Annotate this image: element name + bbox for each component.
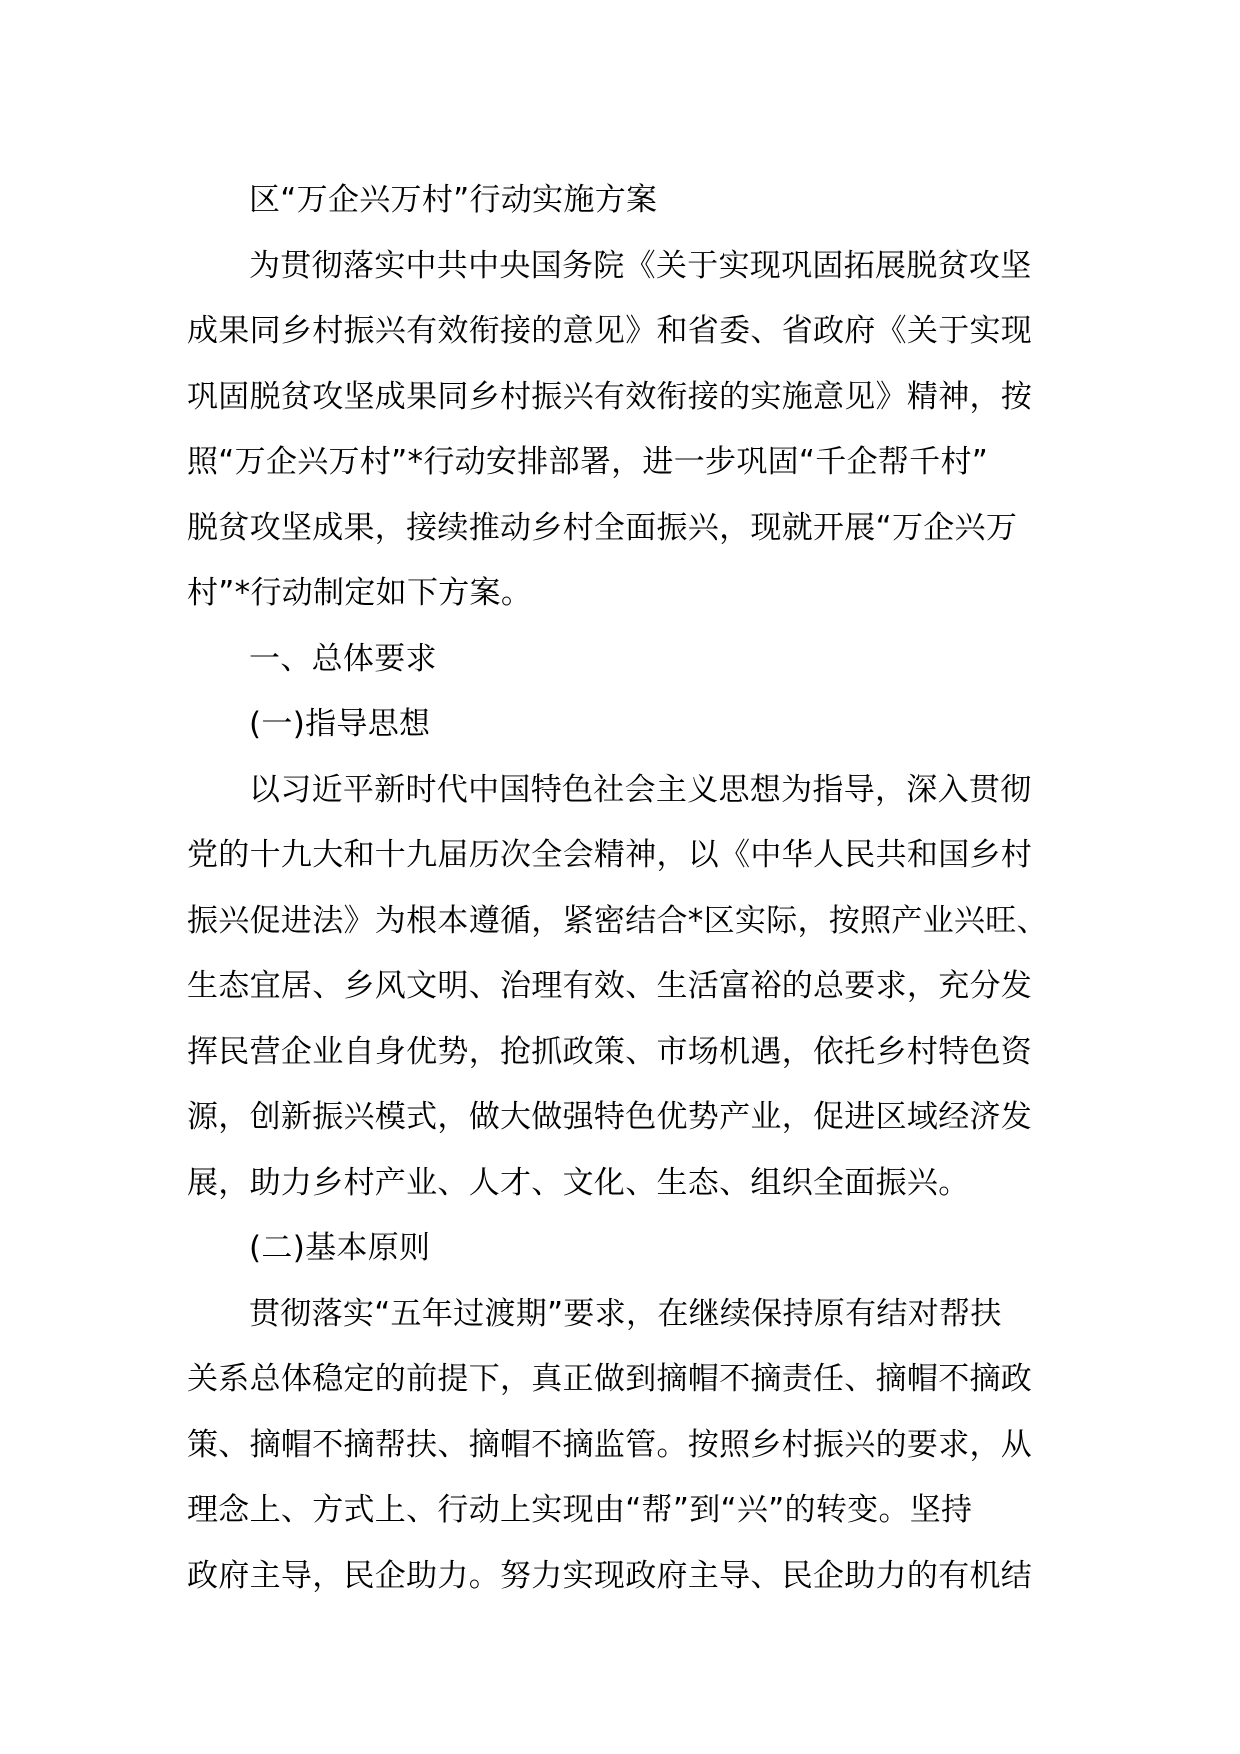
body-line: 挥民营企业自身优势，抢抓政策、市场机遇，依托乡村特色资 [187, 1033, 1033, 1070]
body-line: 贯彻落实“五年过渡期”要求，在继续保持原有结对帮扶 [249, 1295, 1002, 1332]
body-line: 生态宜居、乡风文明、治理有效、生活富裕的总要求，充分发 [187, 968, 1033, 1004]
body-line: 为贯彻落实中共中央国务院《关于实现巩固拓展脱贫攻坚 [249, 247, 1032, 284]
body-line: 照“万企兴万村”*行动安排部署，进一步巩固“千企帮千村” [187, 444, 989, 480]
body-line: 成果同乡村振兴有效衔接的意见》和省委、省政府《关于实现 [187, 313, 1033, 349]
body-line: 村”*行动制定如下方案。 [187, 575, 533, 611]
document-page [187, 168, 1057, 1609]
body-line: 政府主导，民企助力。努力实现政府主导、民企助力的有机结 [187, 1557, 1033, 1594]
body-line: 振兴促进法》为根本遵循，紧密结合*区实际，按照产业兴旺、 [187, 902, 1048, 939]
section-heading: 一、总体要求 [249, 640, 437, 677]
body-line: 理念上、方式上、行动上实现由“帮”到“兴”的转变。坚持 [187, 1492, 973, 1528]
body-line: 党的十九大和十九届历次全会精神，以《中华人民共和国乡村 [187, 837, 1033, 873]
document-title: 区“万企兴万村”行动实施方案 [249, 182, 658, 218]
subsection-heading: (二)基本原则 [249, 1230, 431, 1266]
body-line: 脱贫攻坚成果，接续推动乡村全面振兴，现就开展“万企兴万 [187, 509, 1018, 546]
body-line: 策、摘帽不摘帮扶、摘帽不摘监管。按照乡村振兴的要求，从 [187, 1426, 1033, 1463]
body-line: 关系总体稳定的前提下，真正做到摘帽不摘责任、摘帽不摘政 [187, 1361, 1033, 1397]
body-line: 展，助力乡村产业、人才、文化、生态、组织全面振兴。 [187, 1164, 970, 1201]
body-line: 源，创新振兴模式，做大做强特色优势产业，促进区域经济发 [187, 1099, 1033, 1135]
body-line: 以习近平新时代中国特色社会主义思想为指导，深入贯彻 [249, 771, 1032, 808]
subsection-heading: (一)指导思想 [249, 706, 431, 742]
body-line: 巩固脱贫攻坚成果同乡村振兴有效衔接的实施意见》精神，按 [187, 378, 1033, 415]
